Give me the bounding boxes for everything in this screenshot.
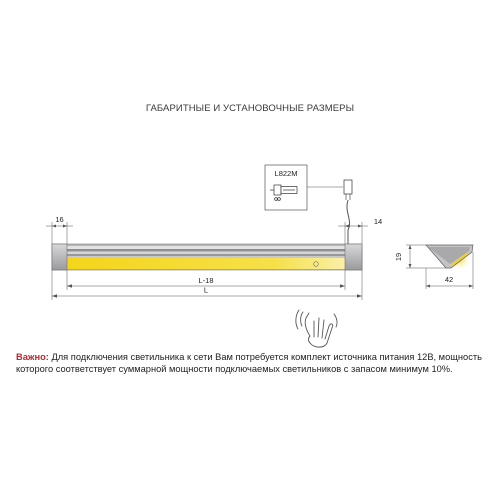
- profile-section: [426, 245, 473, 271]
- led-strip: [67, 258, 345, 269]
- dim-total-length: [52, 294, 362, 297]
- note-text: Для подключения светильника к сети Вам потребуется комплект источника питания 12В, мощность которого соответствует суммарной мощности подключаемых светильников с запасом минимум 10%.: [16, 352, 482, 375]
- dim-right-end-label: 14: [373, 217, 383, 226]
- hand-wave-icon: [296, 310, 337, 347]
- luminaire-front: [52, 244, 362, 270]
- note-label: Важно:: [16, 352, 49, 362]
- right-end-cap: [345, 244, 362, 270]
- page-title: ГАБАРИТНЫЕ И УСТАНОВОЧНЫЕ РАЗМЕРЫ: [145, 103, 355, 114]
- dim-profile-height-label: 19: [394, 252, 403, 262]
- dim-inner-length-label: L-18: [198, 276, 214, 285]
- sensor-icon: [314, 262, 319, 267]
- connector-label: L822M: [274, 169, 298, 178]
- connector-callout: [265, 165, 343, 210]
- important-note: [16, 351, 486, 376]
- dim-left-end-label: 16: [55, 215, 64, 224]
- dim-profile-width-label: 42: [444, 275, 454, 284]
- left-end-cap: [52, 244, 67, 270]
- dim-total-length-label: L: [203, 285, 209, 295]
